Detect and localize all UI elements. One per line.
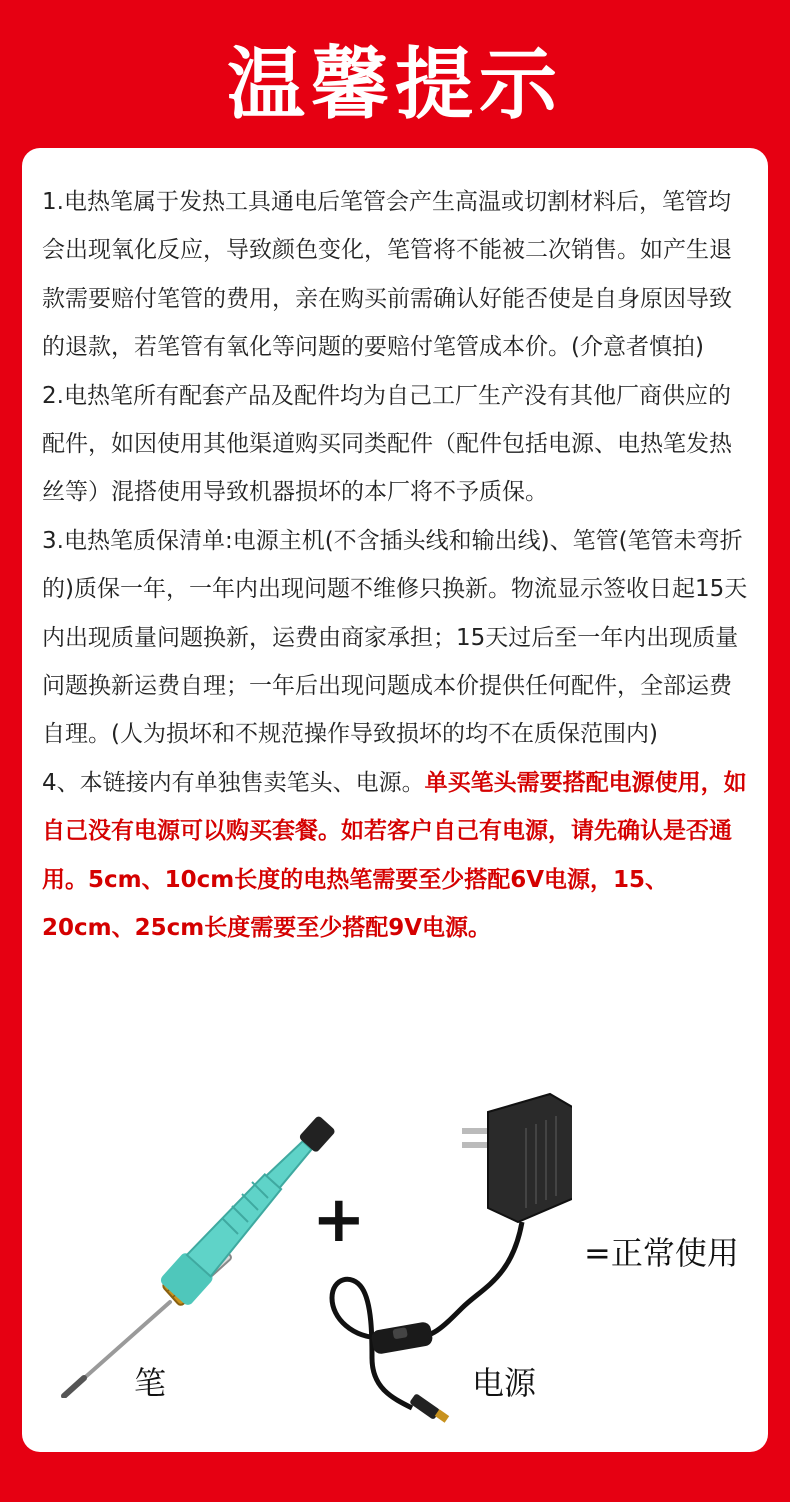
plus-sign: + <box>312 1183 366 1257</box>
notice-item-3: 3.电热笔质保清单:电源主机(不含插头线和输出线)、笔管(笔管未弯折的)质保一年，一年内出现问题不维修只换新。物流显示签收日起15天内出现质量问题换新，运费由商家承担；15天过后至一年内出现质量问题换新运费自理；一年后出现问题成本价提供任何配件，全部运费自理。(人为损坏和不规范操作导致损坏的均不在质保范围内) <box>42 527 748 748</box>
result-label: =正常使用 <box>584 1234 739 1272</box>
pen-label: 笔 <box>134 1364 167 1402</box>
notice-card <box>22 148 768 1452</box>
notice-item-4 <box>42 759 750 953</box>
page-title: 温馨提示 <box>226 40 563 130</box>
power-label: 电源 <box>472 1364 537 1402</box>
notice-item-4-highlight: 单买笔头需要搭配电源使用，如自己没有电源可以购买套餐。如若客户自己有电源，请先确认是否通用。5cm、10cm长度的电热笔需要至少搭配6V电源，15、20cm、25cm长度需要至少搭配9V电源。 <box>42 769 747 942</box>
notice-item-1: 1.电热笔属于发热工具通电后笔管会产生高温或切割材料后，笔管均会出现氧化反应，导致颜色变化，笔管将不能被二次销售。如产生退款需要赔付笔管的费用，亲在购买前需确认好能否使是自身原因导致的退款，若笔管有氧化等问题的要赔付笔管成本价。(介意者慎拍) <box>42 189 732 361</box>
notice-item-2: 2.电热笔所有配套产品及配件均为自己工厂生产没有其他厂商供应的配件，如因使用其他渠道购买同类配件（配件包括电源、电热笔发热丝等）混搭使用导致机器损坏的本厂将不予质保。 <box>42 382 732 506</box>
notice-text <box>42 178 750 953</box>
hot-knife-pen-icon <box>52 1068 352 1398</box>
notice-item-4-normal: 4、本链接内有单独售卖笔头、电源。 <box>42 769 425 796</box>
